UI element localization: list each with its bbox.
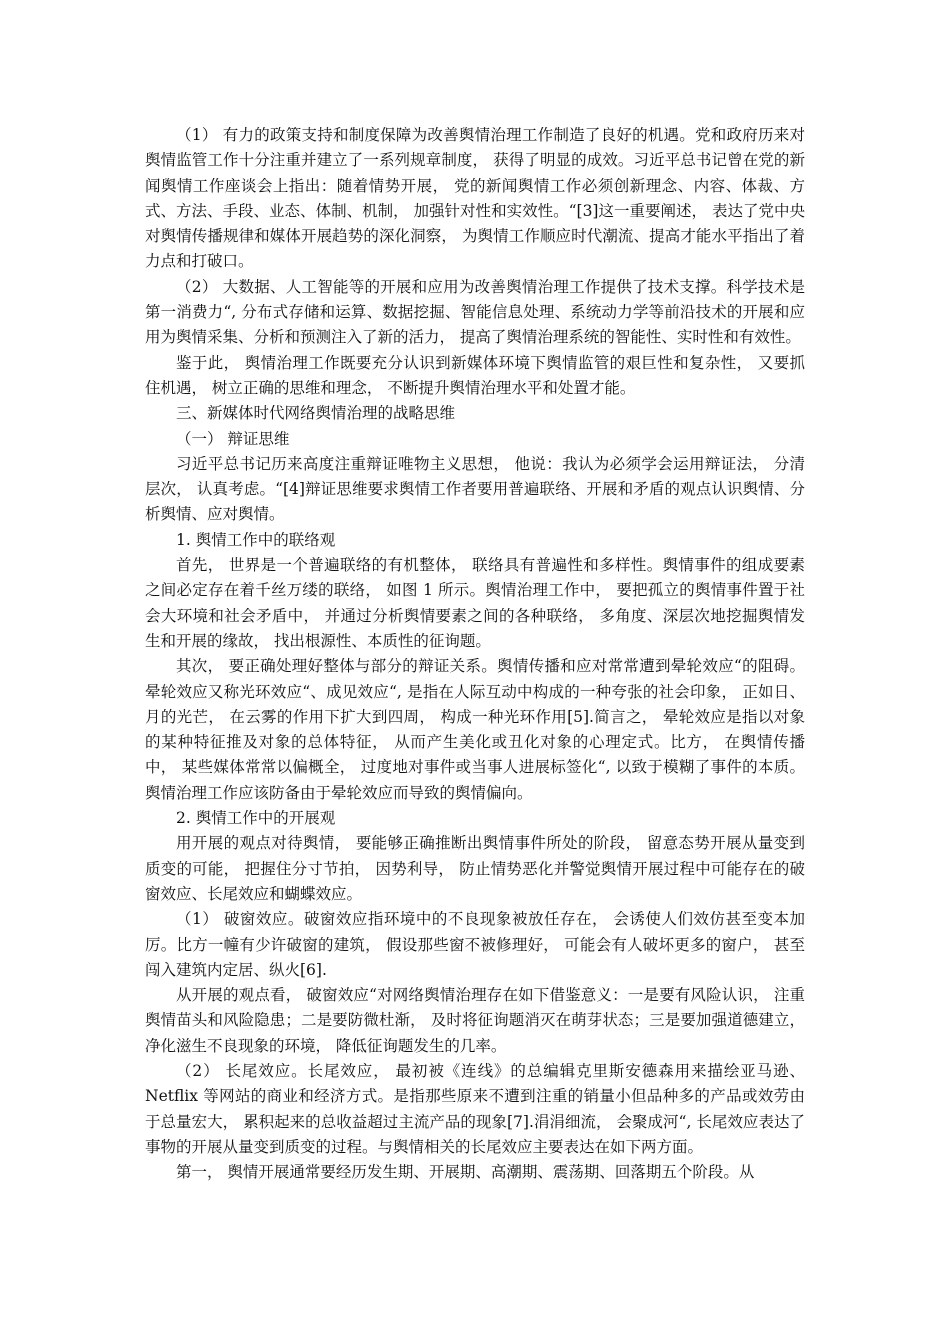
paragraph-halo-effect: 其次， 要正确处理好整体与部分的辩证关系。舆情传播和应对常常遭到晕轮效应“的阻碍。晕轮效应又称光环效应“、成见效应“, 是指在人际互动中构成的一种夸张的社会印象， 正如日、月的光芒， 在云雾的作用下扩大到四周， 构成一种光环作用[5].简言之， 晕轮效应是指以对象的某种特征推及对象的总体特征， 从而产生美化或丑化对象的心理定式。比方， 在舆情传播中， 某些媒体常常以偏概全， 过度地对事件或当事人进展标签化“, 以致于模糊了事件的本质。舆情治理工作应该防备由于晕轮效应而导致的舆情偏向。 [145,657,805,802]
paragraph-technology-support: （2） 大数据、人工智能等的开展和应用为改善舆情治理工作提供了技术支撑。科学技术是第一消费力“, 分布式存储和运算、数据挖掘、智能信息处理、系统动力学等前沿技术的开展和应用为舆情采集、分析和预测注入了新的活力， 提高了舆情治理系统的智能性、实时性和有效性。 [145,277,805,347]
paragraph-broken-window: （1） 破窗效应。破窗效应指环境中的不良现象被放任存在， 会诱使人们效仿甚至变本加厉。比方一幢有少许破窗的建筑， 假设那些窗不被修理好， 可能会有人破坏更多的窗户， 甚至闯入建筑内定居、纵火[6]. [145,910,805,979]
paragraph-policy-support: （1） 有力的政策支持和制度保障为改善舆情治理工作制造了良好的机遇。党和政府历来对舆情监管工作十分注重并建立了一系列规章制度， 获得了明显的成效。习近平总书记曾在党的新闻舆情工作座谈会上指出：随着情势开展， 党的新闻舆情工作必须创新理念、内容、体裁、方式、方法、手段、业态、体制、机制， 加强针对性和实效性。“[3]这一重要阐述， 表达了党中央对舆情传播规律和媒体开展趋势的深化洞察， 为舆情工作顺应时代潮流、提高才能水平指出了着力点和打破口。 [145,126,805,271]
paragraph-opinion-stages: 第一， 舆情开展通常要经历发生期、开展期、高潮期、震荡期、回落期五个阶段。从 [176,1163,755,1182]
subheading-connection-view: 1. 舆情工作中的联络观 [176,530,336,549]
paragraph-broken-window-implications: 从开展的观点看， 破窗效应“对网络舆情治理存在如下借鉴意义：一是要有风险认识， 注重舆情苗头和风险隐患；二是要防微杜渐， 及时将征询题消灭在萌芽状态；三是要加强道德建立， 净化滋生不良现象的环境， 降低征询题发生的几率。 [145,986,805,1055]
paragraph-long-tail: （2） 长尾效应。长尾效应， 最初被《连线》的总编辑克里斯安德森用来描绘亚马逊、Netflix 等网站的商业和经济方式。是指那些原来不遭到注重的销量小但品种多的产品或效劳由于总量宏大， 累积起来的总收益超过主流产品的现象[7].涓涓细流， 会聚成河“, 长尾效应表达了事物的开展从量变到质变的过程。与舆情相关的长尾效应主要表达在如下两方面。 [145,1061,805,1156]
paragraph-conclusion: 鉴于此， 舆情治理工作既要充分认识到新媒体环境下舆情监管的艰巨性和复杂性， 又要抓住机遇， 树立正确的思维和理念， 不断提升舆情治理水平和处置才能。 [145,353,805,397]
paragraph-universal-connection: 首先， 世界是一个普遍联络的有机整体， 联络具有普遍性和多样性。舆情事件的组成要素之间必定存在着千丝万缕的联络， 如图 1 所示。舆情治理工作中， 要把孤立的舆情事件置于社会大环境和社会矛盾中， 并通过分析舆情要素之间的各种联络， 多角度、深层次地挖掘舆情发生和开展的缘故， 找出根源性、本质性的征询题。 [145,556,805,650]
paragraph-development-view: 用开展的观点对待舆情， 要能够正确推断出舆情事件所处的阶段， 留意态势开展从量变到质变的可能， 把握住分寸节拍， 因势利导， 防止情势恶化并警觉舆情开展过程中可能存在的破窗效应、长尾效应和蝴蝶效应。 [145,834,805,903]
subsection-heading-dialectical-thinking: （一） 辩证思维 [176,429,290,448]
document-body [145,123,805,1185]
paragraph-dialectics-intro: 习近平总书记历来高度注重辩证唯物主义思想， 他说：我认为必须学会运用辩证法， 分清层次， 认真考虑。“[4]辩证思维要求舆情工作者要用普遍联络、开展和矛盾的观点认识舆情、分析舆情、应对舆情。 [145,454,805,524]
subheading-development-view: 2. 舆情工作中的开展观 [176,809,336,828]
section-heading-strategic-thinking: 三、新媒体时代网络舆情治理的战略思维 [176,404,456,423]
